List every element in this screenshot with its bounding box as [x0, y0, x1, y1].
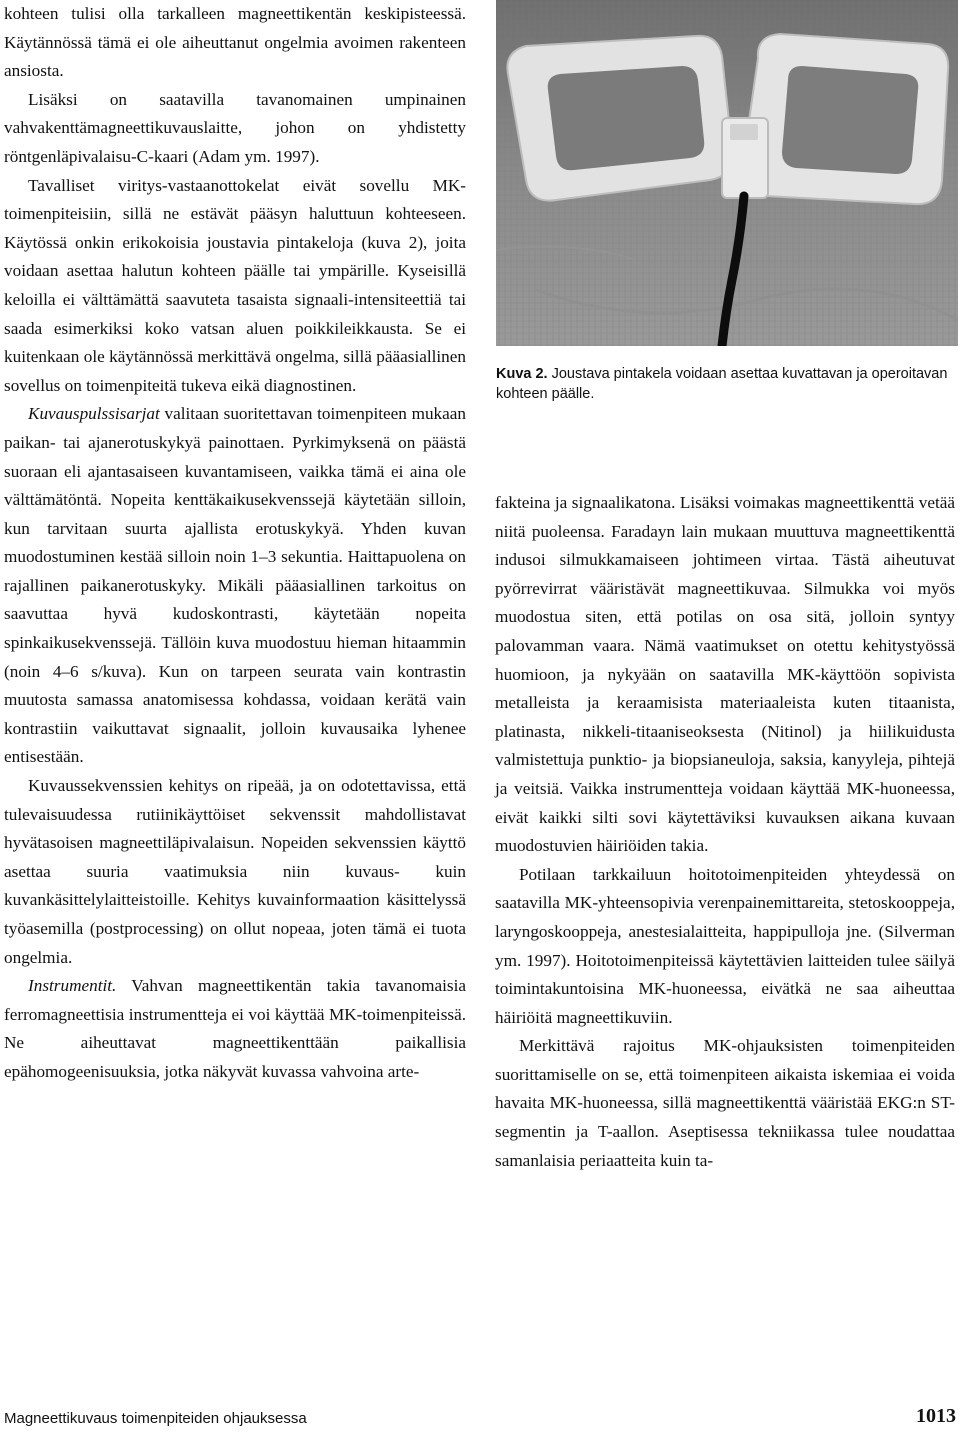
- paragraph: [4, 400, 466, 772]
- page-number: 1013: [916, 1405, 956, 1427]
- paragraph-lead: Kuvauspulssisarjat: [28, 404, 160, 424]
- paragraph: Potilaan tarkkailuun hoitotoimenpiteiden yhteydessä on saatavilla MK-yhteensopivia verenpainemittareita, stetoskooppeja, laryngoskooppeja, anestesialaitteita, happipulloja jne. (Silverman ym. 1997). Hoitotoimenpiteissä käytettävien laitteiden tulee säilyä toimintakuntoisina MK-huoneessa, eivätkä ne saa aiheuttaa häiriöitä magneettikuviin.: [495, 864, 955, 1027]
- paragraph-body: Vahvan magneettikentän takia tavanomaisia ferromagneettisia instrumentteja ei voi käyttää MK-toimenpiteissä. Ne aiheuttavat magneettikenttään paikallisia epähomogeenisuuksia, jotka näkyvät kuvassa vahvoina arte-: [4, 976, 466, 1081]
- right-column: [495, 489, 955, 1175]
- paragraph: Tavalliset viritys-vastaanottokelat eivät sovellu MK-toimenpiteisiin, sillä ne estävät pääsyn haluttuun kohteeseen. Käytössä onkin erikokoisia joustavia pintakeloja (kuva 2), joita voidaan asettaa halutun kohteen päälle tai ympärille. Kyseisillä keloilla ei välttämättä saavuteta tasaista signaali-intensiteettiä tai saada esimerkiksi koko vatsan aluen poikkileikkausta. Se ei kuitenkaan ole käytännössä merkittävä ongelma, sillä pääasiallinen sovellus on toimenpiteitä tukeva eikä diagnostinen.: [4, 175, 466, 395]
- figure-photo: [496, 0, 958, 346]
- paragraph: [4, 972, 466, 1086]
- figure-caption: [496, 364, 956, 404]
- paragraph: Merkittävä rajoitus MK-ohjauksisten toimenpiteiden suorittamiselle on se, että toimenpiteen aikaista iskemiaa ei voida havaita MK-huoneessa, sillä magneettikenttä vääristää EKG:n ST-segmentin ja T-aallon. Aseptisessa tekniikassa tulee noudattaa samanlaisia periaatteita kuin ta-: [495, 1036, 955, 1170]
- caption-label: Kuva 2.: [496, 366, 548, 382]
- paragraph-lead: Instrumentit.: [28, 976, 117, 996]
- paragraph: kohteen tulisi olla tarkalleen magneettikentän keskipisteessä. Käytännössä tämä ei ole aiheuttanut ongelmia avoimen rakenteen ansiosta.: [4, 4, 466, 81]
- paragraph-body: valitaan suoritettavan toimenpiteen mukaan paikan- tai ajanerotuskykyä painottaen. Pyrkimyksenä on päästä suoraan eli ajantasaiseen kuvantamiseen, vaikka tämä ei aina ole välttämätöntä. Nopeita kenttäkaikusekvenssejä käytetään silloin, kun tarvitaan suurta ajallista erotuskykyä. Yhden kuvan muodostuminen kestää silloin noin 1–3 sekuntia. Haittapuolena on rajallinen paikanerotuskyky. Mikäli pääasiallinen tarkoitus on saavuttaa hyvä kudoskontrasti, käytetään nopeita spinkaikusekvenssejä. Tällöin kuva muodostuu hieman hitaammin (noin 4–6 s/kuva). Kun on tarpeen seurata vain kontrastin muutosta samassa anatomisessa kohdassa, voidaan kerätä vain kontrastiin vaikuttavat signaalit, jolloin kuvausaika lyhenee entisestään.: [4, 404, 466, 767]
- paragraph: Lisäksi on saatavilla tavanomainen umpinainen vahvakenttämagneettikuvauslaitte, johon on yhdistetty röntgenläpivalaisu-C-kaari (Adam ym. 1997).: [4, 89, 466, 166]
- left-column: [4, 0, 466, 1087]
- surface-coil-photo: [496, 0, 958, 346]
- paragraph: Kuvaussekvenssien kehitys on ripeää, ja on odotettavissa, että tulevaisuudessa rutiinikäyttöiset sekvenssit mahdollistavat hyvätasoisen magneettiläpivalaisun. Nopeiden sekvenssien käyttö asettaa suuria vaatimuksia niin kuvaus- kuin kuvankäsittelylaitteistoille. Kehitys kuvainformaation käsittelyssä työasemilla (postprocessing) on ollut nopeaa, joten tämä ei tuota ongelmia.: [4, 776, 466, 967]
- paragraph: fakteina ja signaalikatona. Lisäksi voimakas magneettikenttä vetää niitä puoleensa. Faradayn lain mukaan muuttuva magneettikenttä indusoi silmukkamaiseen johtimeen virtaa. Tästä aiheutuvat pyörrevirrat vääristävät magneettikuvaa. Silmukka voi myös muodostua siten, että potilas on osa sitä, jolloin syntyy palovamman vaara. Nämä vaatimukset on otettu kehitystyössä huomioon, ja nykyään on saatavilla MK-käyttöön sopivista metalleista ja keraamisista materiaaleista kuten titaanista, platinasta, nikkeli-titaaniseoksesta (Nitinol) ja hiilikuidusta valmistettuja punktio- ja biopsianeuloja, saksia, kanyyleja, pihtejä ja veitsiä. Vaikka instrumentteja voidaan käyttää MK-huoneessa, eivät kaikki silti sovi käytettäviksi kuvauksen aikana kuvaan muodostuvien häiriöiden takia.: [495, 493, 955, 856]
- caption-text: Joustava pintakela voidaan asettaa kuvattavan ja operoitavan kohteen päälle.: [496, 366, 948, 402]
- footer-title: Magneettikuvaus toimenpiteiden ohjauksessa: [4, 1410, 307, 1427]
